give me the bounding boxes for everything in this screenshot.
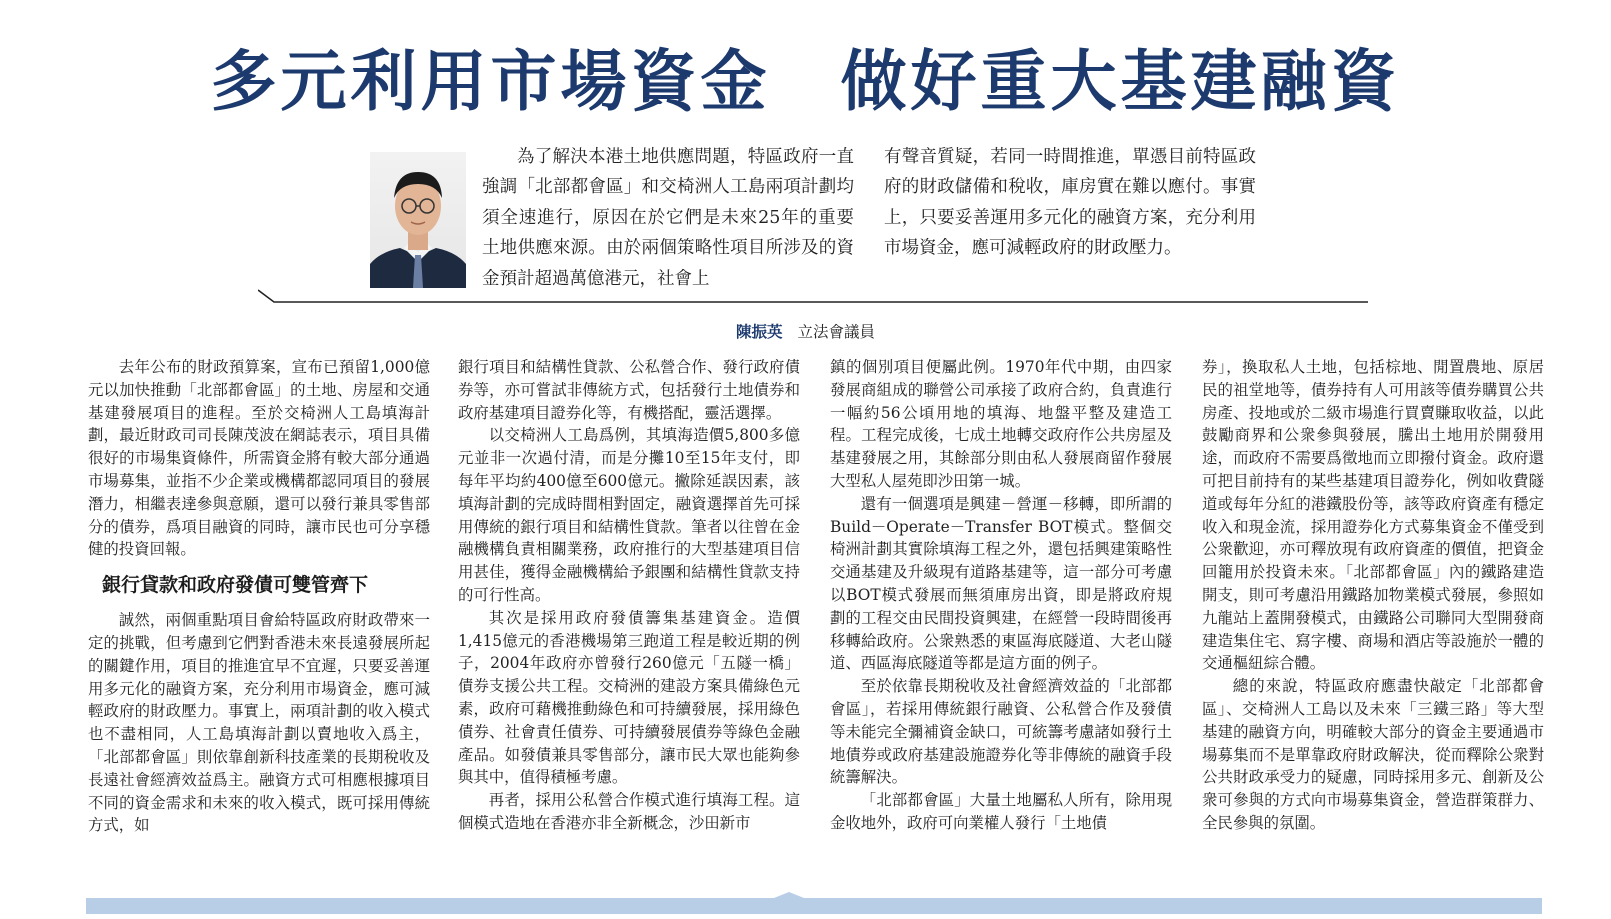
body-paragraph: 至於依靠長期稅收及社會經濟效益的「北部都會區」，若採用傳統銀行融資、公私營合作及發債等未能完全彌補資金缺口，可統籌考慮諸如發行土地債券或政府基建設施證券化等非傳統的融資手段統籌解決。 [830,677,1172,787]
body-column-3 [830,356,1172,835]
body-column-1 [88,356,430,837]
author-photo [370,152,466,288]
body-paragraph: 以交椅洲人工島爲例，其填海造價5,800多億元並非一次過付清，而是分攤10至15年支付，即每年平均約400億至600億元。撇除延誤因素，該填海計劃的完成時間相對固定，融資選擇首先可採用傳統的銀行項目和結構性貸款。筆者以往曾在金融機構負責相關業務，政府推行的大型基建項目信用甚佳，獲得金融機構給予銀團和結構性貸款支持的可行性高。 [458,426,800,604]
body-paragraph: 銀行項目和結構性貸款、公私營合作、發行政府債券等，亦可嘗試非傳統方式，包括發行土地債券和政府基建項目證券化等，有機搭配，靈活選擇。 [458,358,800,422]
body-paragraph: 總的來說，特區政府應盡快敲定「北部都會區」、交椅洲人工島以及未來「三鐵三路」等大型基建的融資方向，明確較大部分的資金主要通過市場募集而不是單靠政府財政解決，從而釋除公衆對公共財政承受力的疑慮，同時採用多元、創新及公衆可參與的方式向市場募集資金，營造群策群力、全民參與的氛圍。 [1202,677,1544,832]
body-column-2 [458,356,800,835]
header-divider [258,288,1368,312]
intro-paragraph-right: 有聲音質疑，若同一時間推進，單憑目前特區政府的財政儲備和稅收，庫房實在難以應付。事實上，只要妥善運用多元化的融資方案，充分利用市場資金，應可減輕政府的財政壓力。 [884,147,1256,259]
section-subheading: 銀行貸款和政府發債可雙管齊下 [102,574,369,597]
article-title: 多元利用市場資金 做好重大基建融資 [210,43,1401,120]
author-byline [0,320,1611,342]
author-name: 陳振英 [736,323,783,341]
intro-paragraph-left: 為了解決本港土地供應問題，特區政府一直強調「北部都會區」和交椅洲人工島兩項計劃均須全速進行，原因在於它們是未來25年的重要土地供應來源。由於兩個策略性項目所涉及的資金預計超過萬億港元，社會上 [482,147,854,289]
body-paragraph: 誠然，兩個重點項目會給特區政府財政帶來一定的挑戰，但考慮到它們對香港未來長遠發展所起的關鍵作用，項目的推進宜早不宜遲，只要妥善運用多元化的融資方案，充分利用市場資金，應可減輕政府的財政壓力。事實上，兩項計劃的收入模式也不盡相同，人工島填海計劃以賣地收入爲主，「北部都會區」則依靠創新科技產業的長期稅收及長遠社會經濟效益爲主。融資方式可相應根據項目不同的資金需求和未來的收入模式，既可採用傳統方式，如 [88,611,430,835]
footer-decor-bar [86,892,1542,914]
body-paragraph: 鎮的個別項目便屬此例。1970年代中期，由四家發展商組成的聯營公司承接了政府合約，負責進行一幅約56公頃用地的填海、地盤平整及建造工程。工程完成後，七成土地轉交政府作公共房屋及基建發展之用，其餘部分則由私人發展商留作發展大型私人屋苑即沙田第一城。 [830,358,1172,490]
body-column-4 [1202,356,1544,835]
body-paragraph: 「北部都會區」大量土地屬私人所有，除用現金收地外，政府可向業權人發行「土地債 [830,791,1172,832]
body-paragraph: 券」，換取私人土地，包括棕地、閒置農地、原居民的祖堂地等，債券持有人可用該等債券購買公共房產、投地或於二級市場進行買賣賺取收益，以此鼓勵商界和公衆參與發展，騰出土地用於開發用途，而政府不需要爲徵地而立即撥付資金。政府還可把目前持有的某些基建項目證券化，例如收費隧道或每年分紅的港鐵股份等，該等政府資產有穩定收入和現金流，採用證券化方式募集資金不僅受到公衆歡迎，亦可釋放現有政府資產的價值，把資金回籠用於投資未來。「北部都會區」內的鐵路建造開支，則可考慮沿用鐵路加物業模式發展，參照如九龍站上蓋開發模式，由鐵路公司聯同大型開發商建造集住宅、寫字樓、商場和酒店等設施於一體的交通樞紐綜合體。 [1202,358,1544,673]
body-paragraph: 其次是採用政府發債籌集基建資金。造價1,415億元的香港機場第三跑道工程是較近期的例子，2004年政府亦曾發行260億元「五隧一橋」債券支援公共工程。交椅洲的建設方案具備綠色元素，政府可藉機推動綠色和可持續發展，採用綠色債券、社會責任債券、可持續發展債券等綠色金融產品。如發債兼具零售部分，讓市民大眾也能夠參與其中，值得積極考慮。 [458,608,800,787]
body-paragraph: 去年公布的財政預算案，宣布已預留1,000億元以加快推動「北部都會區」的土地、房屋和交通基建發展項目的進程。至於交椅洲人工島填海計劃，最近財政司司長陳茂波在網誌表示，項目具備很好的市場集資條件，所需資金將有較大部分通過市場募集，並指不少企業或機構都認同項目的發展潛力，相繼表達參與意願，還可以發行兼具零售部分的債券，爲項目融資的同時，讓市民也可分享穩健的投資回報。 [88,358,430,559]
author-role: 立法會議員 [797,323,875,341]
body-paragraph: 還有一個選項是興建－營運－移轉，即所謂的Build－Operate－Transfer BOT模式。整個交椅洲計劃其實除填海工程之外，還包括興建策略性交通基建及升級現有道路基建等，這一部分可考慮以BOT模式發展而無須庫房出資，即是將政府規劃的工程交由民間投資興建，在經營一段時間後再移轉給政府。公衆熟悉的東區海底隧道、大老山隧道、西區海底隧道等都是這方面的例子。 [830,494,1172,673]
body-paragraph: 再者，採用公私營合作模式進行填海工程。這個模式造地在香港亦非全新概念，沙田新市 [458,791,800,832]
